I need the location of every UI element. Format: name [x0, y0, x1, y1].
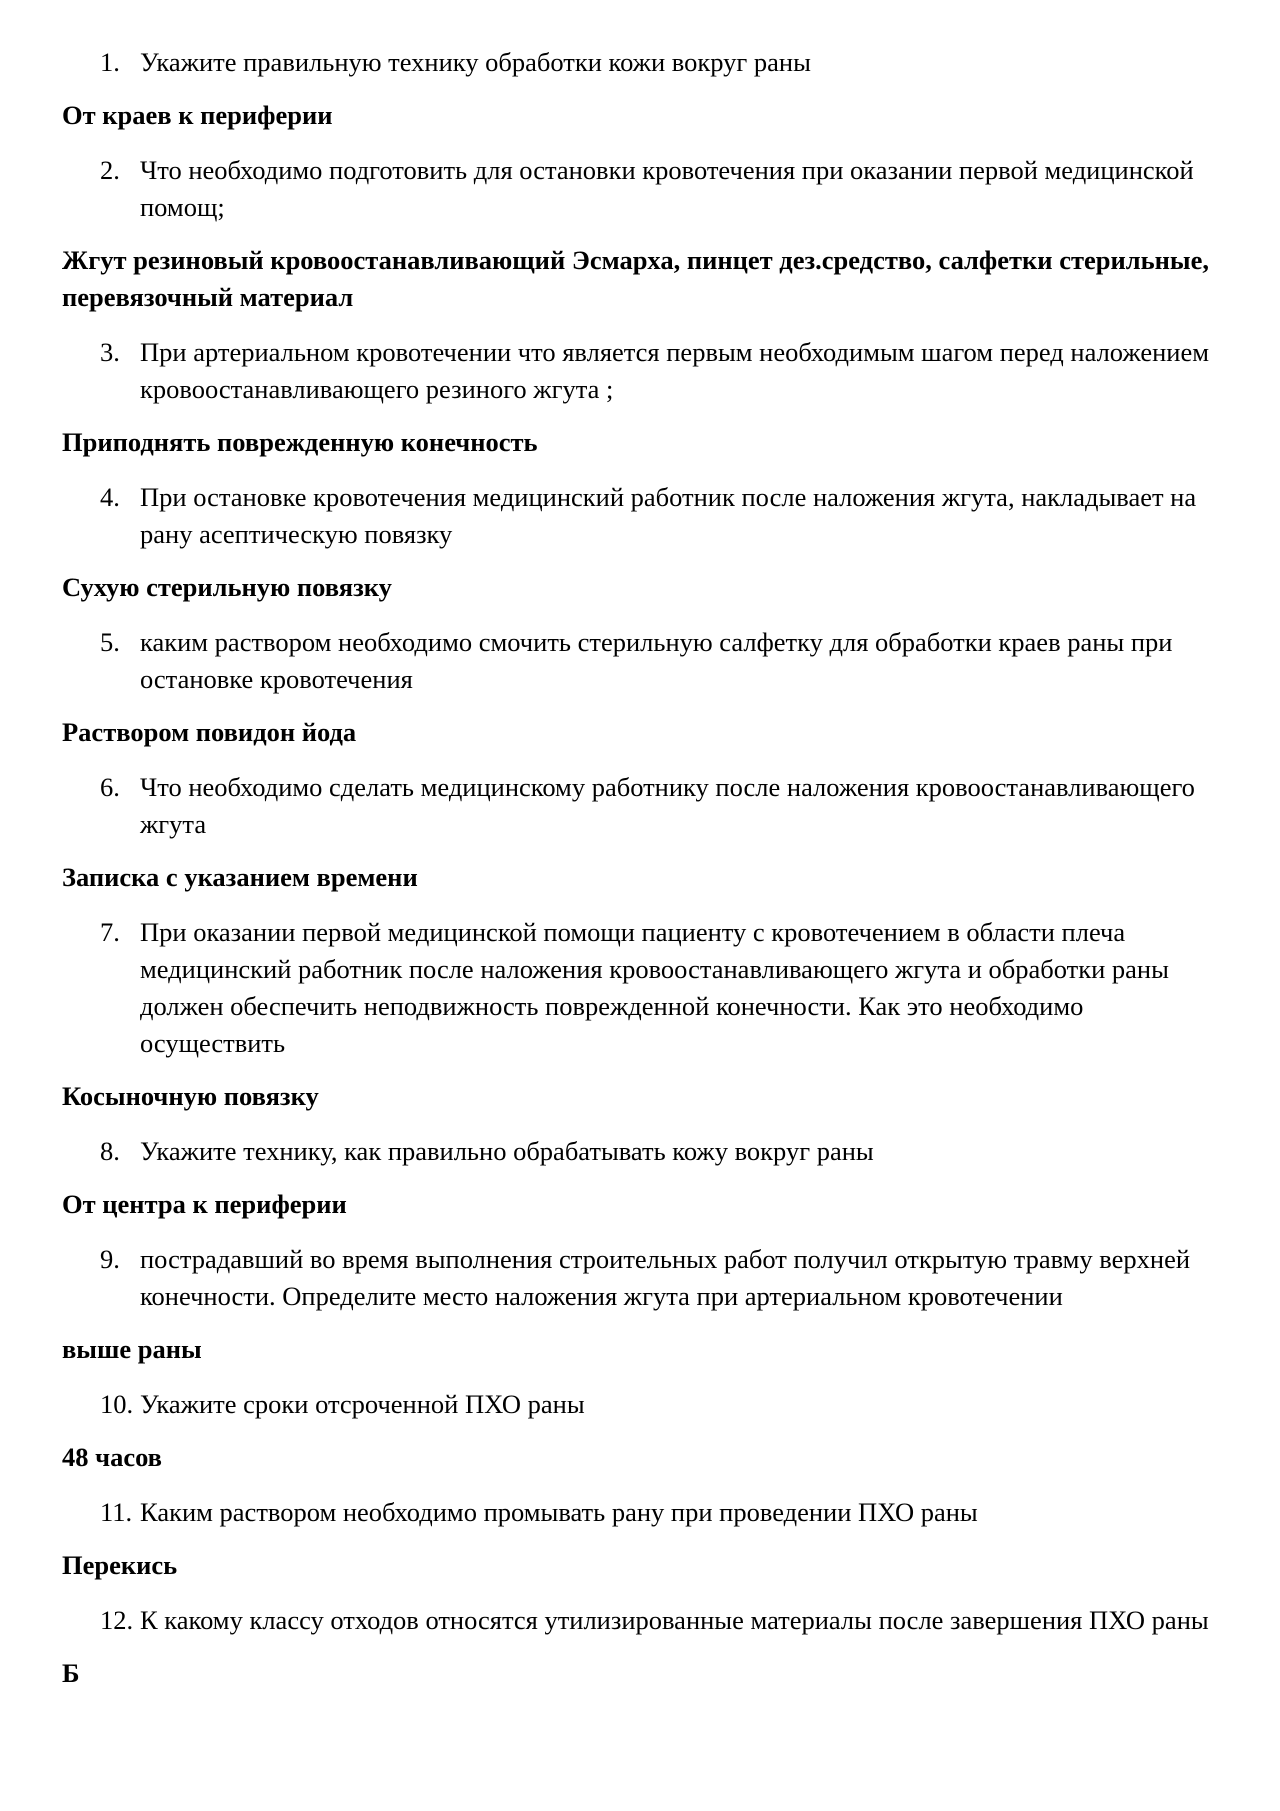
question-12	[100, 1602, 1232, 1639]
answer-8: От центра к периферии	[62, 1189, 347, 1219]
answer-1: От краев к периферии	[62, 100, 333, 130]
question-8	[100, 1133, 1232, 1170]
question-4	[100, 479, 1232, 553]
question-number: 12.	[100, 1605, 134, 1635]
answer-4: Сухую стерильную повязку	[62, 572, 392, 602]
question-number: 5.	[100, 627, 120, 657]
question-number: 2.	[100, 155, 120, 185]
question-3	[100, 334, 1232, 408]
question-text: К какому классу отходов относятся утилизированные материалы после завершения ПХО раны	[140, 1605, 1209, 1635]
question-5	[100, 624, 1232, 698]
answer-9: выше раны	[62, 1334, 202, 1364]
answer-5: Раствором повидон йода	[62, 717, 357, 747]
answer-11: Перекись	[62, 1550, 178, 1580]
question-number: 6.	[100, 772, 120, 802]
question-7	[100, 914, 1232, 1062]
answer-7: Косыночную повязку	[62, 1081, 319, 1111]
question-2	[100, 152, 1232, 226]
question-text: Каким раствором необходимо промывать рану при проведении ПХО раны	[140, 1497, 978, 1527]
answer-3: Приподнять поврежденную конечность	[62, 427, 538, 457]
question-number: 4.	[100, 482, 120, 512]
question-number: 11.	[100, 1497, 133, 1527]
question-text: Что необходимо сделать медицинскому работнику после наложения кровоостанавливающего жгута	[140, 772, 1195, 839]
answer-10: 48 часов	[62, 1442, 162, 1472]
question-text: Укажите сроки отсроченной ПХО раны	[140, 1389, 585, 1419]
document-page	[62, 44, 1232, 1710]
question-1	[100, 44, 1232, 81]
question-text: пострадавший во время выполнения строительных работ получил открытую травму верхней конечности. Определите место наложения жгута при артериальном кровотечении	[140, 1244, 1191, 1311]
question-6	[100, 769, 1232, 843]
question-9	[100, 1241, 1232, 1315]
question-text: При оказании первой медицинской помощи пациенту с кровотечением в области плеча медицинский работник после наложения кровоостанавливающего жгута и обработки раны должен обеспечить неподвижность поврежденной конечности. Как это необходимо осуществить	[140, 917, 1169, 1058]
answer-2: Жгут резиновый кровоостанавливающий Эсмарха, пинцет дез.средство, салфетки стерильные, перевязочный материал	[62, 245, 1209, 312]
question-number: 10.	[100, 1389, 134, 1419]
question-10	[100, 1386, 1232, 1423]
question-text: При остановке кровотечения медицинский работник после наложения жгута, накладывает на рану асептическую повязку	[140, 482, 1197, 549]
question-number: 7.	[100, 917, 120, 947]
question-number: 8.	[100, 1136, 120, 1166]
question-text: Укажите технику, как правильно обрабатывать кожу вокруг раны	[140, 1136, 874, 1166]
question-text: Укажите правильную технику обработки кожи вокруг раны	[140, 47, 811, 77]
answer-12: Б	[62, 1658, 80, 1688]
question-text: каким раствором необходимо смочить стерильную салфетку для обработки краев раны при остановке кровотечения	[140, 627, 1173, 694]
question-11	[100, 1494, 1232, 1531]
question-number: 1.	[100, 47, 120, 77]
answer-6: Записка с указанием времени	[62, 862, 418, 892]
question-number: 9.	[100, 1244, 120, 1274]
question-text: При артериальном кровотечении что является первым необходимым шагом перед наложением кровоостанавливающего резиного жгута ;	[140, 337, 1210, 404]
question-text: Что необходимо подготовить для остановки кровотечения при оказании первой медицинской помощ;	[140, 155, 1194, 222]
question-number: 3.	[100, 337, 120, 367]
